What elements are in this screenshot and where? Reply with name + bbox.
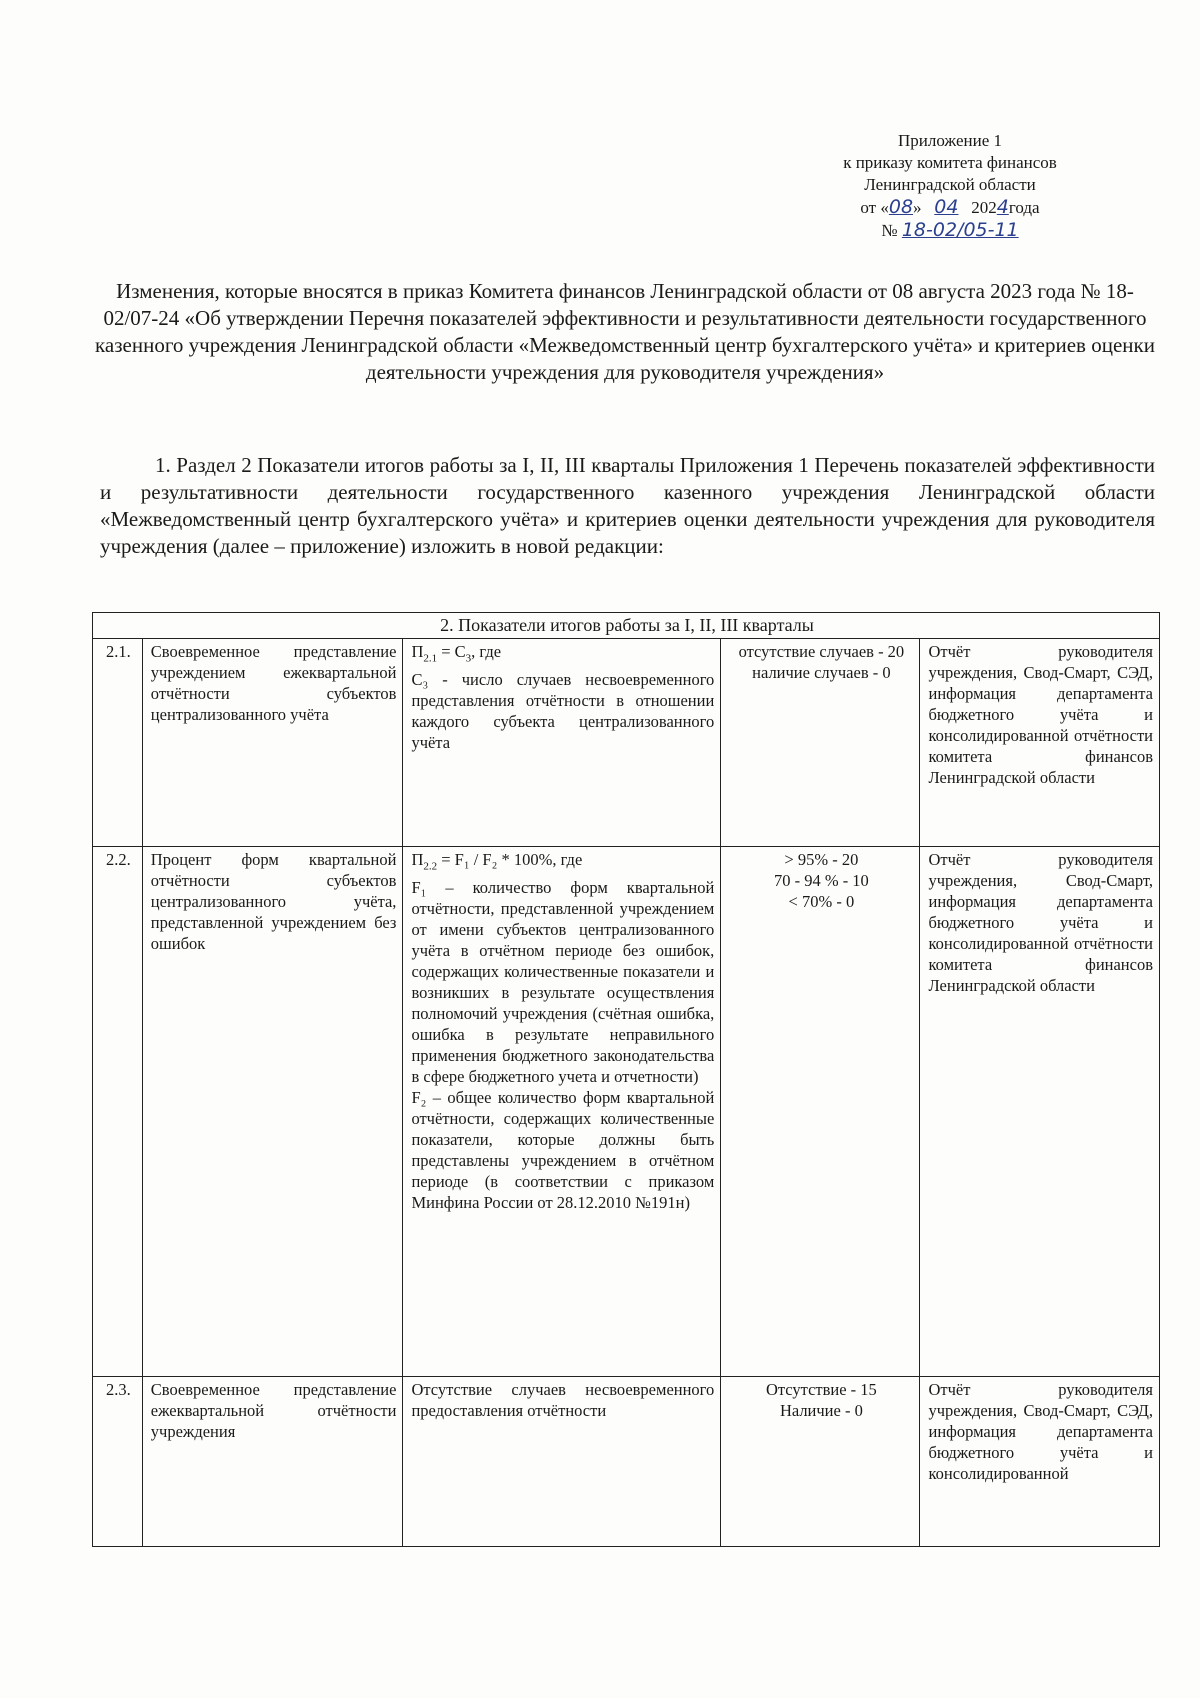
table-row bbox=[93, 639, 1160, 847]
handwritten-day: 08 bbox=[888, 196, 914, 218]
section-title: 2. Показатели итогов работы за I, II, III кварталы bbox=[93, 613, 1160, 639]
table-row bbox=[93, 1377, 1160, 1547]
row-number: 2.3. bbox=[93, 1377, 143, 1547]
handwritten-year: 4 bbox=[996, 196, 1009, 218]
indicator-criteria: Отсутствие - 15 Наличие - 0 bbox=[721, 1377, 920, 1547]
approval-line-3: Ленинградской области bbox=[864, 175, 1036, 194]
indicator-name: Процент форм квартальной отчётности субъектов централизованного учёта, представленной учреждением без ошибок bbox=[142, 847, 403, 1377]
table-section-row bbox=[93, 613, 1160, 639]
indicator-name: Своевременное представление ежеквартальной отчётности учреждения bbox=[142, 1377, 403, 1547]
indicator-formula: $П_{2.1} = С_3$, где С₃ - число случаев несвоевременного представления отчётности в отношении каждого субъекта централизованного учёта bbox=[403, 639, 721, 847]
row-number: 2.1. bbox=[93, 639, 143, 847]
indicator-formula: $П_{2.2} = F_1 / F_2 * 100\%$, где F₁ – количество форм квартальной отчётности, представленной учреждением от имени субъектов централизованного учёта в отчётном периоде без ошибок, содержащих количественные показатели и возникших в результате осуществления полномочий учреждения (счётная ошибка, ошибка в результате неправильного применения бюджетного законодательства в сфере бюджетного учета и отчетности) F₂ – общее количество форм квартальной отчётности, содержащих количественные показатели, которые должны быть представлены учреждением в отчётном периоде (в соответствии с приказом Минфина России от 28.12.2010 №191н) bbox=[403, 847, 721, 1377]
intro-paragraph: 1. Раздел 2 Показатели итогов работы за I, II, III кварталы Приложения 1 Перечень показателей эффективности и результативности деятельности государственного казенного учреждения Ленинградской области «Межведомственный центр бухгалтерского учёта» и критериев оценки деятельности учреждения для руководителя учреждения (далее – приложение) изложить в новой редакции: bbox=[100, 453, 1155, 558]
indicator-criteria: отсутствие случаев - 20 наличие случаев - 0 bbox=[721, 639, 920, 847]
table-row bbox=[93, 847, 1160, 1377]
approval-line-2: к приказу комитета финансов bbox=[843, 153, 1057, 172]
approval-date: от «08» 04 2024года bbox=[860, 196, 1040, 218]
approval-line-1: Приложение 1 bbox=[898, 131, 1002, 150]
approval-block bbox=[780, 130, 1120, 242]
indicator-source: Отчёт руководителя учреждения, Свод-Смарт, СЭД, информация департамента бюджетного учёта и консолидированной bbox=[920, 1377, 1160, 1547]
indicators-table bbox=[92, 612, 1160, 1547]
indicator-name: Своевременное представление учреждением ежеквартальной отчётности субъектов централизованного учёта bbox=[142, 639, 403, 847]
row-number: 2.2. bbox=[93, 847, 143, 1377]
indicator-formula: Отсутствие случаев несвоевременного предоставления отчётности bbox=[403, 1377, 721, 1547]
handwritten-number: 18-02/05-11 bbox=[901, 219, 1019, 241]
indicator-criteria: > 95% - 20 70 - 94 % - 10 < 70% - 0 bbox=[721, 847, 920, 1377]
document-title: Изменения, которые вносятся в приказ Комитета финансов Ленинградской области от 08 августа 2023 года № 18-02/07-24 «Об утверждении Перечня показателей эффективности и результативности деятельности государственного казенного учреждения Ленинградской области «Межведомственный центр бухгалтерского учёта» и критериев оценки деятельности учреждения для руководителя учреждения» bbox=[95, 279, 1155, 384]
approval-number: № 18-02/05-11 bbox=[881, 219, 1019, 241]
indicator-source: Отчёт руководителя учреждения, Свод-Смарт, СЭД, информация департамента бюджетного учёта и консолидированной отчётности комитета финансов Ленинградской области bbox=[920, 639, 1160, 847]
indicator-source: Отчёт руководителя учреждения, Свод-Смарт, информация департамента бюджетного учёта и консолидированной отчётности комитета финансов Ленинградской области bbox=[920, 847, 1160, 1377]
handwritten-month: 04 bbox=[934, 196, 959, 218]
